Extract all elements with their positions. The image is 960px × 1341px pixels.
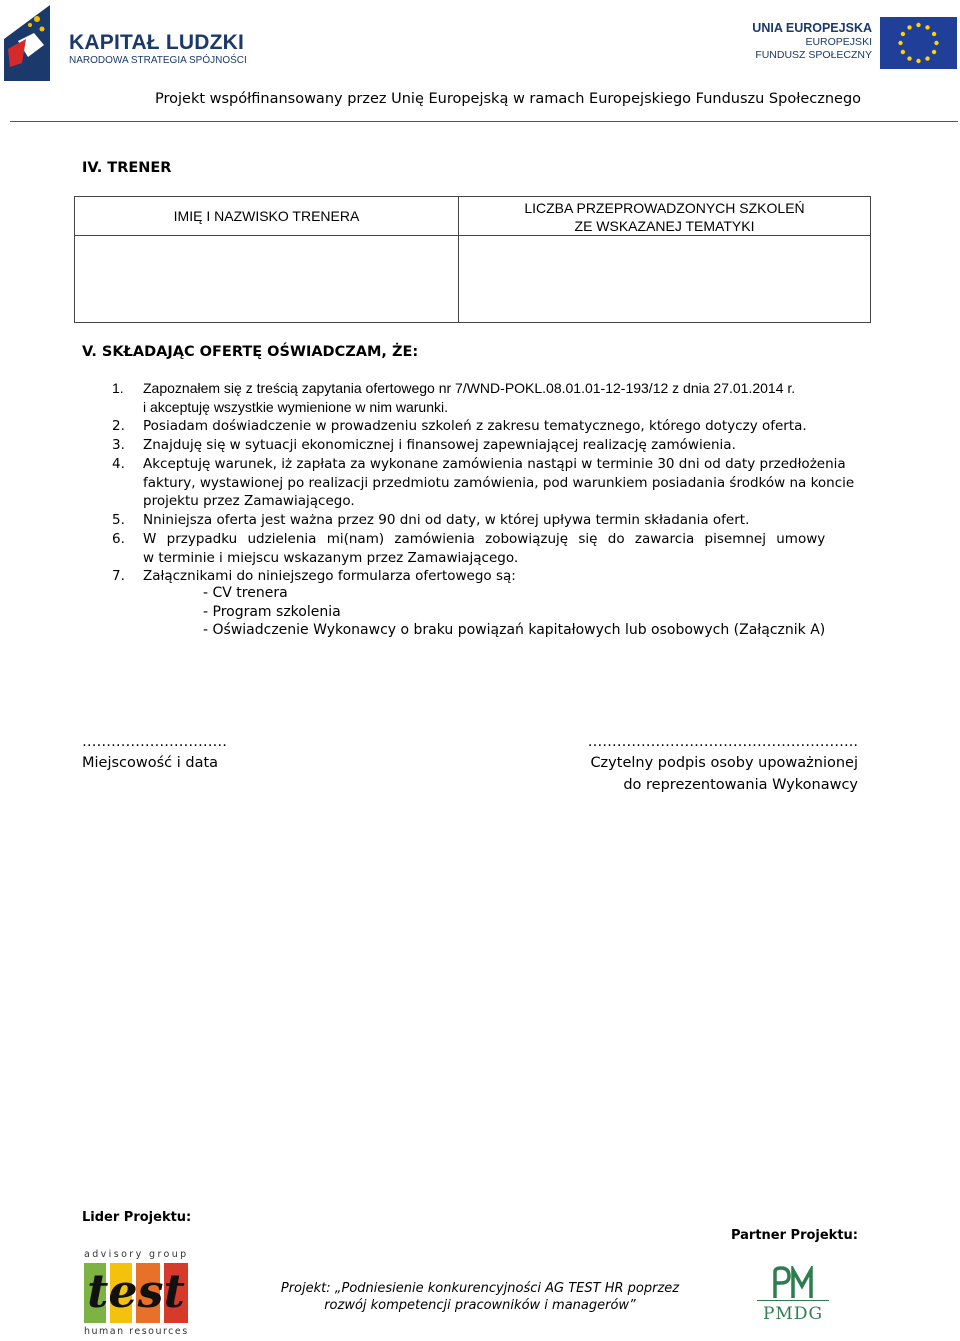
pmdg-logo [757,1266,829,1334]
item-number: 4. [112,456,125,472]
trainer-name-cell[interactable] [75,236,458,322]
signature-label-line2: do reprezentowania Wykonawcy [623,777,858,793]
item-line: Zapoznałem się z treścią zapytania ofertowego nr 7/WND-POKL.08.01.01-12-193/12 z dnia 27.01.2014 r. [143,380,796,396]
trainer-table [74,196,871,323]
col-header-count-line1: LICZBA PRZEPROWADZONYCH SZKOLEŃ [524,200,805,216]
section-iv-title: IV. TRENER [82,160,172,176]
kapital-ludzki-logo [4,5,50,81]
pmdg-text: PMDG [762,1304,824,1324]
col-header-count-line2: ZE WSKAZANEJ TEMATYKI [574,218,755,234]
attachment-program: - Program szkolenia [203,604,341,620]
item-line: projektu przez Zamawiającego. [143,493,355,509]
kl-title: KAPITAŁ LUDZKI [69,31,245,54]
page-header [0,0,960,125]
item-number: 3. [112,437,125,453]
col-header-name: IMIĘ I NAZWISKO TRENERA [173,208,360,224]
section-v-title: V. SKŁADAJĄC OFERTĘ OŚWIADCZAM, ŻE: [82,344,419,360]
ue-line3: FUNDUSZ SPOŁECZNY [755,49,872,61]
leader-label: Lider Projektu: [82,1210,192,1225]
ue-line2: EUROPEJSKI [805,36,872,48]
item-line: W przypadku udzielenia mi(nam) zamówienia zobowiązuję się do zawarcia pisemnej umowy [143,531,826,547]
eu-flag-icon [880,17,957,69]
training-count-cell[interactable] [459,236,870,322]
item-line: Znajduję się w sytuacji ekonomicznej i finansowej zapewniającej realizację zamówienia. [143,437,736,453]
signature-dots: ……………………………………………….. [587,734,858,750]
item-number: 2. [112,418,125,434]
place-date-dots: ………………………… [82,734,227,750]
cofinancing-line: Projekt współfinansowany przez Unię Europejską w ramach Europejskiego Funduszu Społecznego [155,91,862,107]
attachment-statement: - Oświadczenie Wykonawcy o braku powiązań kapitałowych lub osobowych (Załącznik A) [203,622,826,638]
attachment-cv: - CV trenera [203,585,288,601]
item-line: Posiadam doświadczenie w prowadzeniu szkoleń z zakresu tematycznego, którego dotyczy oferta. [143,418,807,434]
test-logo-word: test [87,1264,185,1318]
project-title-line2: rozwój kompetencji pracowników i managerów” [324,1297,636,1313]
item-line: Załącznikami do niniejszego formularza ofertowego są: [143,568,516,584]
eu-fund-text [752,21,872,62]
item-line: Nniniejsza oferta jest ważna przez 90 dni od daty, w której upływa termin składania ofert. [143,512,750,528]
test-logo-bottom: human resources [84,1326,189,1337]
header-divider [10,121,958,122]
item-number: 1. [112,380,124,396]
item-number: 7. [112,568,125,584]
signature-label-line1: Czytelny podpis osoby upoważnionej [590,755,858,771]
item-number: 6. [112,531,125,547]
item-line: Akceptuję warunek, iż zapłata za wykonane zamówienia nastąpi w terminie 30 dni od daty przedłożenia [143,456,846,472]
item-line: w terminie i miejscu wskazanym przez Zamawiającego. [143,549,519,566]
kl-subtitle: NARODOWA STRATEGIA SPÓJNOŚCI [69,55,247,66]
item-number: 5. [112,512,125,528]
col-header-count [459,199,870,235]
test-logo-top: advisory group [84,1249,189,1260]
item-line: faktury, wystawionej po realizacji przedmiotu zamówienia, pod warunkiem posiadania środków na koncie [143,474,855,491]
project-title-line1: Projekt: „Podniesienie konkurencyjności AG TEST HR poprzez [280,1281,680,1296]
place-date-label: Miejscowość i data [82,755,219,771]
ue-line1: UNIA EUROPEJSKA [752,21,872,35]
pmdg-mark-icon [767,1266,819,1300]
item-line: i akceptuję wszystkie wymienione w nim warunki. [143,398,448,415]
partner-label: Partner Projektu: [730,1228,858,1243]
